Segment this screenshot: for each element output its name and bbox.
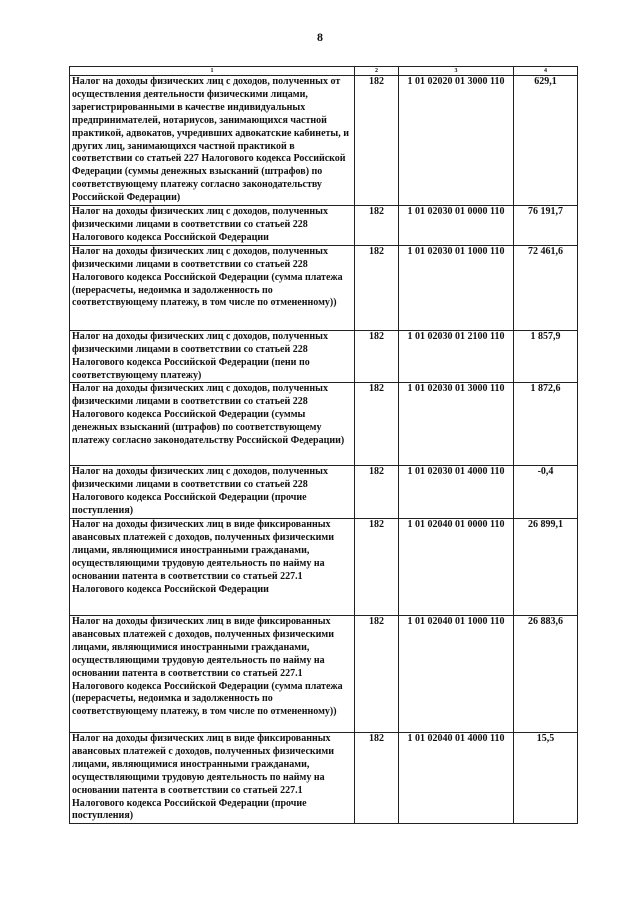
admin-code-cell: 182	[355, 519, 399, 616]
revenue-table	[69, 66, 578, 824]
amount-cell: -0,4	[514, 466, 578, 519]
revenue-name-cell: Налог на доходы физических лиц с доходов, полученных физическими лицами в соответствии со статьей 228 Налогового кодекса Российской Федерации (сумма платежа (перерасчеты, недоимка и задолженность по соответствующему платежу, в том числе по отмененному))	[70, 245, 355, 330]
amount-cell: 26 899,1	[514, 519, 578, 616]
budget-code-cell: 1 01 02030 01 0000 110	[399, 206, 514, 246]
amount-cell: 72 461,6	[514, 245, 578, 330]
amount-cell: 629,1	[514, 76, 578, 206]
table-row	[70, 733, 578, 824]
revenue-name-cell: Налог на доходы физических лиц в виде фиксированных авансовых платежей с доходов, полученных физическими лицами, являющимися иностранными гражданами, осуществляющими трудовую деятельность по найму на основании патента в соответствии со статьей 227.1 Налогового кодекса Российской Федерации (сумма платежа (перерасчеты, недоимка и задолженность по соответствующему платежу, в том числе по отмененному))	[70, 616, 355, 733]
budget-code-cell: 1 01 02040 01 1000 110	[399, 616, 514, 733]
table-row	[70, 466, 578, 519]
admin-code-cell: 182	[355, 466, 399, 519]
amount-cell: 26 883,6	[514, 616, 578, 733]
table-row	[70, 76, 578, 206]
table-row	[70, 330, 578, 383]
admin-code-cell: 182	[355, 383, 399, 466]
admin-code-cell: 182	[355, 245, 399, 330]
page-number: 8	[317, 30, 323, 44]
amount-cell: 15,5	[514, 733, 578, 824]
header-col-2: 2	[355, 67, 399, 76]
revenue-name-cell: Налог на доходы физических лиц в виде фиксированных авансовых платежей с доходов, полученных физическими лицами, являющимися иностранными гражданами, осуществляющими трудовую деятельность по найму на основании патента в соответствии со статьей 227.1 Налогового кодекса Российской Федерации (прочие поступления)	[70, 733, 355, 824]
table-row	[70, 519, 578, 616]
amount-cell: 1 857,9	[514, 330, 578, 383]
table-row	[70, 206, 578, 246]
amount-cell: 1 872,6	[514, 383, 578, 466]
admin-code-cell: 182	[355, 206, 399, 246]
budget-code-cell: 1 01 02040 01 0000 110	[399, 519, 514, 616]
revenue-name-cell: Налог на доходы физических лиц с доходов, полученных физическими лицами в соответствии со статьей 228 Налогового кодекса Российской Федерации	[70, 206, 355, 246]
table-header-row	[70, 67, 578, 76]
table-row	[70, 383, 578, 466]
revenue-name-cell: Налог на доходы физических лиц с доходов, полученных физическими лицами в соответствии со статьей 228 Налогового кодекса Российской Федерации (пени по соответствующему платежу)	[70, 330, 355, 383]
revenue-name-cell: Налог на доходы физических лиц с доходов, полученных физическими лицами в соответствии со статьей 228 Налогового кодекса Российской Федерации (суммы денежных взысканий (штрафов) по соответствующему платежу согласно законодательству Российской Федерации)	[70, 383, 355, 466]
budget-code-cell: 1 01 02020 01 3000 110	[399, 76, 514, 206]
header-col-3: 3	[399, 67, 514, 76]
budget-code-cell: 1 01 02030 01 4000 110	[399, 466, 514, 519]
table-row	[70, 616, 578, 733]
header-col-1: 1	[70, 67, 355, 76]
admin-code-cell: 182	[355, 616, 399, 733]
revenue-name-cell: Налог на доходы физических лиц в виде фиксированных авансовых платежей с доходов, полученных физическими лицами, являющимися иностранными гражданами, осуществляющими трудовую деятельность по найму на основании патента в соответствии со статьей 227.1 Налогового кодекса Российской Федерации	[70, 519, 355, 616]
budget-code-cell: 1 01 02040 01 4000 110	[399, 733, 514, 824]
revenue-name-cell: Налог на доходы физических лиц с доходов, полученных физическими лицами в соответствии со статьей 228 Налогового кодекса Российской Федерации (прочие поступления)	[70, 466, 355, 519]
budget-code-cell: 1 01 02030 01 2100 110	[399, 330, 514, 383]
table-row	[70, 245, 578, 330]
admin-code-cell: 182	[355, 733, 399, 824]
admin-code-cell: 182	[355, 76, 399, 206]
revenue-name-cell: Налог на доходы физических лиц с доходов, полученных от осуществления деятельности физическими лицами, зарегистрированными в качестве индивидуальных предпринимателей, нотариусов, занимающихся частной практикой, адвокатов, учредивших адвокатские кабинеты, и других лиц, занимающихся частной практикой в соответствии со статьей 227 Налогового кодекса Российской Федерации (суммы денежных взысканий (штрафов) по соответствующему платежу согласно законодательству Российской Федерации)	[70, 76, 355, 206]
admin-code-cell: 182	[355, 330, 399, 383]
amount-cell: 76 191,7	[514, 206, 578, 246]
budget-code-cell: 1 01 02030 01 3000 110	[399, 383, 514, 466]
header-col-4: 4	[514, 67, 578, 76]
budget-code-cell: 1 01 02030 01 1000 110	[399, 245, 514, 330]
